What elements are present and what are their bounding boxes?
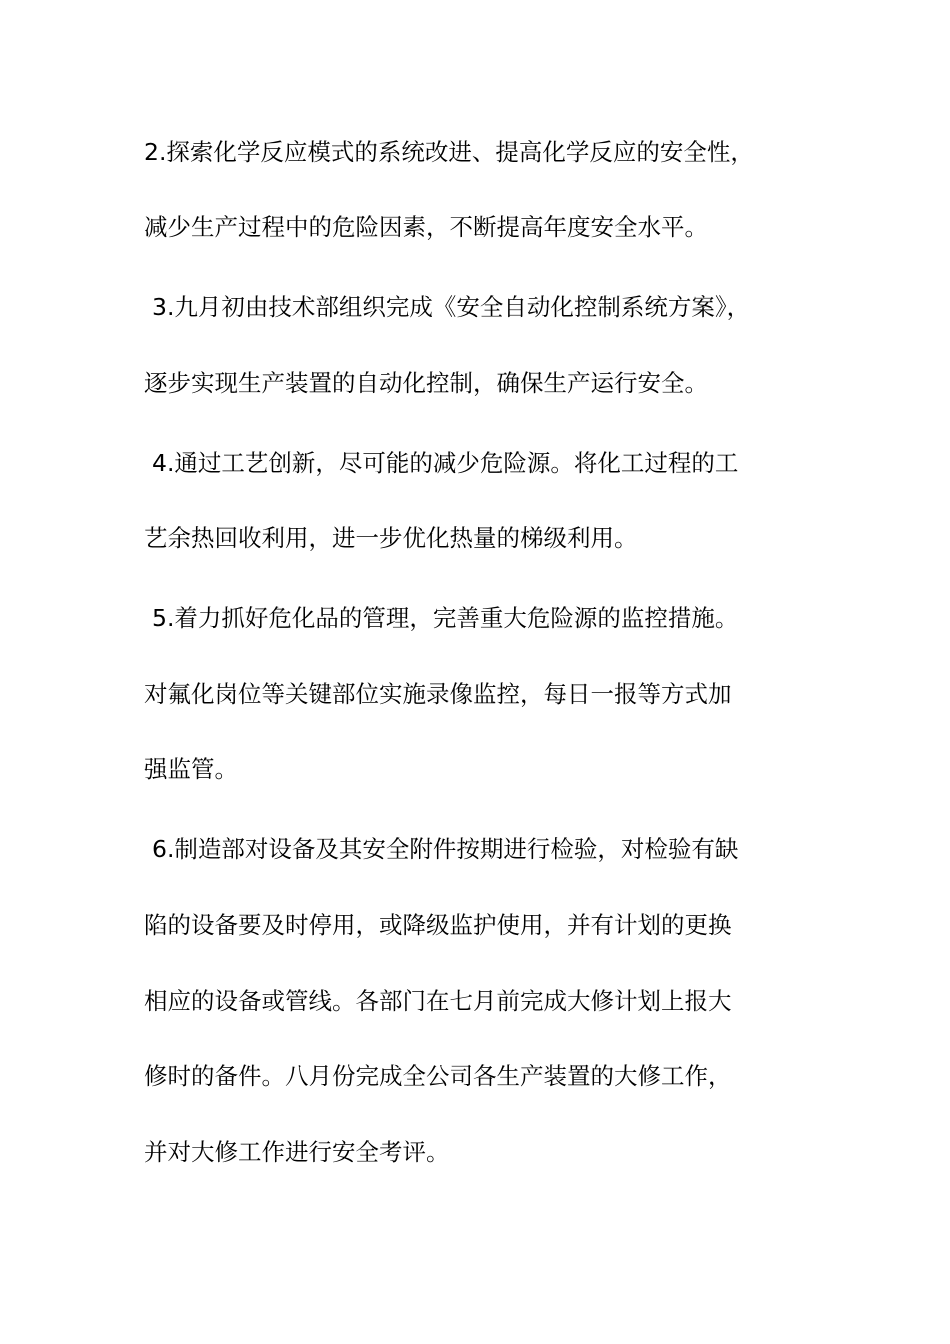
paragraph-5-line-3: 强监管。 [144, 755, 238, 783]
paragraph-4-line-1: 4.通过工艺创新，尽可能的减少危险源。将化工过程的工 [152, 449, 739, 477]
paragraph-5-line-2: 对氟化岗位等关键部位实施录像监控，每日一报等方式加 [144, 680, 732, 708]
paragraph-2-line-2: 减少生产过程中的危险因素，不断提高年度安全水平。 [144, 213, 708, 241]
paragraph-6-line-2: 陷的设备要及时停用，或降级监护使用，并有计划的更换 [144, 911, 732, 939]
paragraph-6-line-3: 相应的设备或管线。各部门在七月前完成大修计划上报大 [144, 987, 732, 1015]
paragraph-4-line-2: 艺余热回收利用，进一步优化热量的梯级利用。 [144, 524, 638, 552]
paragraph-5-line-1: 5.着力抓好危化品的管理，完善重大危险源的监控措施。 [152, 604, 739, 632]
paragraph-3-line-2: 逐步实现生产装置的自动化控制，确保生产运行安全。 [144, 369, 708, 397]
paragraph-3-line-1: 3.九月初由技术部组织完成《安全自动化控制系统方案》， [152, 293, 751, 321]
paragraph-6-line-1: 6.制造部对设备及其安全附件按期进行检验，对检验有缺 [152, 835, 739, 863]
paragraph-6-line-4: 修时的备件。八月份完成全公司各生产装置的大修工作， [144, 1062, 732, 1090]
paragraph-2-line-1: 2.探索化学反应模式的系统改进、提高化学反应的安全性， [144, 138, 754, 166]
paragraph-6-line-5: 并对大修工作进行安全考评。 [144, 1138, 450, 1166]
